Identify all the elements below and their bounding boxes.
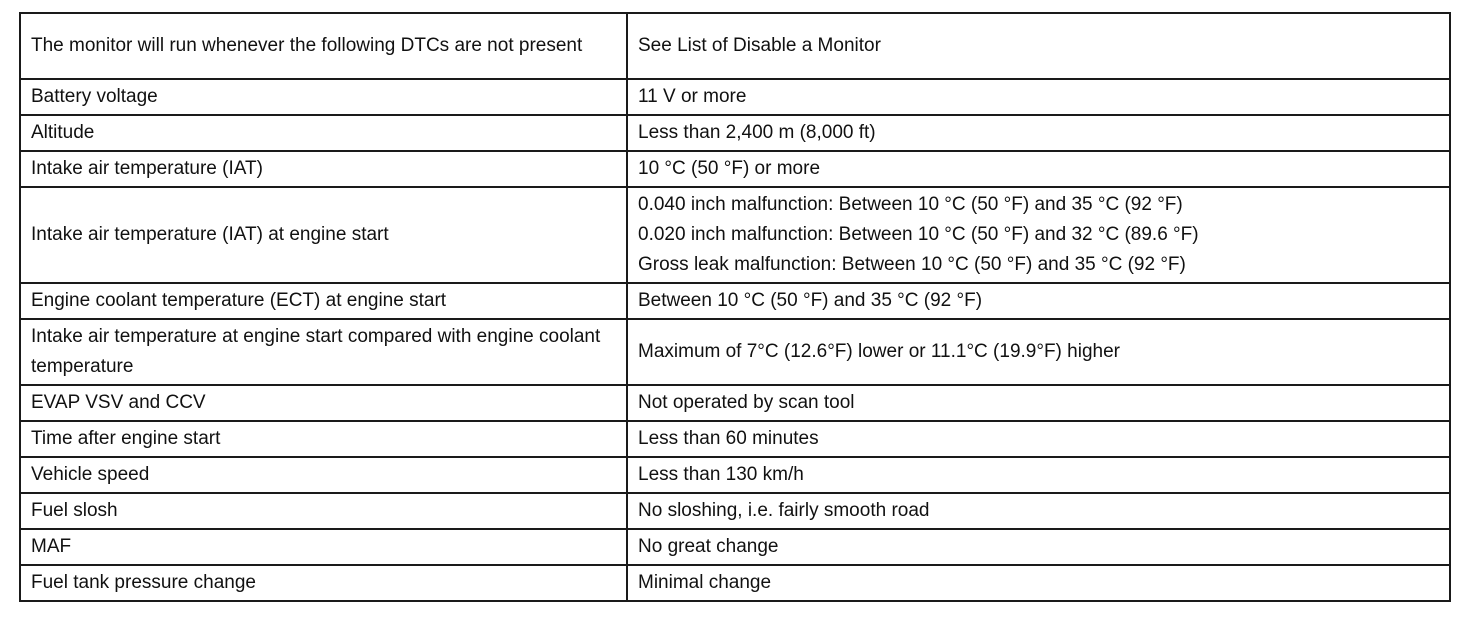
condition-label: Altitude <box>20 115 627 151</box>
condition-value-line: 0.040 inch malfunction: Between 10 °C (50 °F) and 35 °C (92 °F) <box>638 194 1183 215</box>
condition-label: Intake air temperature (IAT) at engine start <box>20 187 627 283</box>
condition-value <box>627 187 1450 283</box>
condition-value: Minimal change <box>627 565 1450 601</box>
condition-label: Intake air temperature (IAT) <box>20 151 627 187</box>
condition-value: Not operated by scan tool <box>627 385 1450 421</box>
table-row <box>20 151 1450 187</box>
condition-label: MAF <box>20 529 627 565</box>
table-row <box>20 457 1450 493</box>
condition-label: Fuel tank pressure change <box>20 565 627 601</box>
table-row <box>20 187 1450 283</box>
table-row <box>20 529 1450 565</box>
condition-label: The monitor will run whenever the following DTCs are not present <box>20 13 627 79</box>
condition-value: 11 V or more <box>627 79 1450 115</box>
table-row <box>20 319 1450 385</box>
table-row <box>20 385 1450 421</box>
condition-value: Between 10 °C (50 °F) and 35 °C (92 °F) <box>627 283 1450 319</box>
condition-label: Battery voltage <box>20 79 627 115</box>
condition-label: Fuel slosh <box>20 493 627 529</box>
table-row <box>20 421 1450 457</box>
table-row <box>20 283 1450 319</box>
condition-value-line: Gross leak malfunction: Between 10 °C (50 °F) and 35 °C (92 °F) <box>638 254 1186 275</box>
condition-label: EVAP VSV and CCV <box>20 385 627 421</box>
condition-value: See List of Disable a Monitor <box>627 13 1450 79</box>
table-row <box>20 13 1450 79</box>
condition-value: Less than 60 minutes <box>627 421 1450 457</box>
condition-label: Intake air temperature at engine start compared with engine coolant temperature <box>20 319 627 385</box>
condition-value: Maximum of 7°C (12.6°F) lower or 11.1°C (19.9°F) higher <box>627 319 1450 385</box>
condition-label: Engine coolant temperature (ECT) at engine start <box>20 283 627 319</box>
condition-value: No sloshing, i.e. fairly smooth road <box>627 493 1450 529</box>
table-row <box>20 493 1450 529</box>
monitor-conditions-table <box>19 12 1451 602</box>
condition-label: Time after engine start <box>20 421 627 457</box>
condition-value: No great change <box>627 529 1450 565</box>
table-row <box>20 79 1450 115</box>
condition-value: Less than 130 km/h <box>627 457 1450 493</box>
condition-label: Vehicle speed <box>20 457 627 493</box>
condition-value-line: 0.020 inch malfunction: Between 10 °C (50 °F) and 32 °C (89.6 °F) <box>638 224 1199 245</box>
condition-value: 10 °C (50 °F) or more <box>627 151 1450 187</box>
condition-value: Less than 2,400 m (8,000 ft) <box>627 115 1450 151</box>
table-row <box>20 565 1450 601</box>
table-row <box>20 115 1450 151</box>
